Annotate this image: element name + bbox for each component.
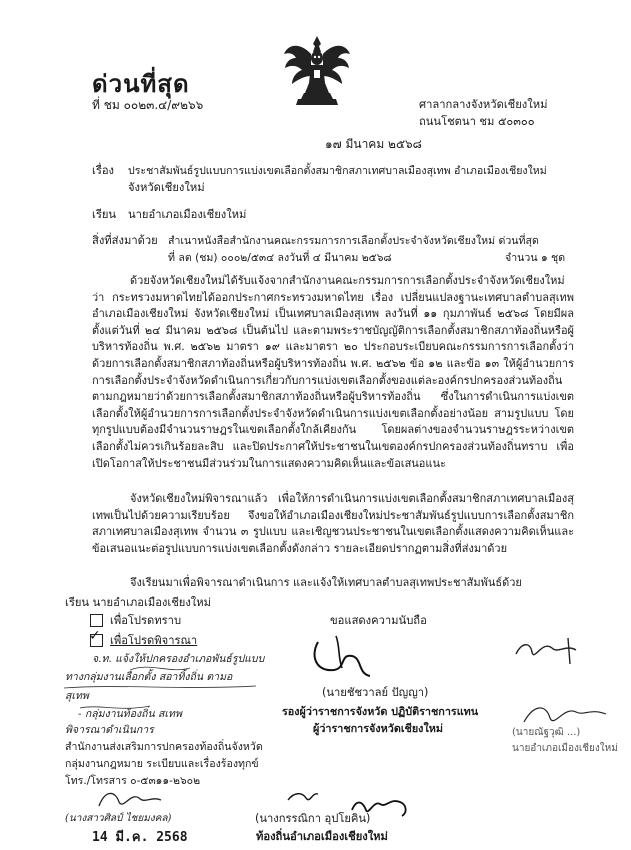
subject-line1: ประชาสัมพันธ์รูปแบบการแบ่งเขตเลือกตั้งสมาชิกสภาเทศบาลเมืองสุเทพ อำเภอเมืองเชียงใหม่	[128, 165, 547, 177]
handwriting-strokes	[60, 660, 260, 740]
sender-office-line1: ศาลากลางจังหวัดเชียงใหม่	[419, 98, 548, 111]
attachment-line1: สำเนาหนังสือสำนักงานคณะกรรมการการเลือกตั้งประจำจังหวัดเชียงใหม่ ด่วนที่สุด	[168, 235, 539, 247]
closing-regards: ขอแสดงความนับถือ	[330, 614, 427, 627]
bottom-left-signature	[95, 788, 165, 812]
footer-phone: โทร./โทรสาร ๐-๕๓๑๑-๒๖๐๒	[65, 775, 201, 787]
footer-office-2: กลุ่มงานกฎหมาย ระเบียบและเรื่องร้องทุกข์	[65, 758, 259, 770]
attachment-label: สิ่งที่ส่งมาด้วย	[92, 234, 158, 247]
urgency-title: ด่วนที่สุด	[92, 69, 190, 98]
body-paragraph-3: จึงเรียนมาเพื่อพิจารณาดำเนินการ และแจ้งให้เทศบาลตำบลสุเทพประชาสัมพันธ์ด้วย	[130, 576, 522, 589]
bottom-signer-name: (นางกรรณิกา อุปโยคิน)	[255, 812, 371, 825]
subject-label: เรื่อง	[92, 164, 115, 177]
signer-position-2: ผู้ว่าราชการจังหวัดเชียงใหม่	[313, 722, 443, 735]
handwritten-note-1: จ.ท. แจ้งให้ปกครองอำเภอพันธ์รูปแบบ	[92, 653, 265, 665]
footer-office-1: สำนักงานส่งเสริมการปกครองท้องถิ่นจังหวัด	[65, 741, 263, 753]
body-paragraph-2: จังหวัดเชียงใหม่พิจารณาแล้ว เพื่อให้การดำเนินการแบ่งเขตเลือกตั้งสมาชิกสภาเทศบาลเมืองสุเทพเป็นไปด้วยความเรียบร้อย จึงขอให้อำเภอเมืองเชียงใหม่ประชาสัมพันธ์รูปแบบการเลือกตั้งสมาชิกสภาเทศบาลเมืองสุเทพ จำนวน ๓ รูปแบบ และเชิญชวนประชาชนในเขตเลือกตั้งแสดงความคิดเห็นและข้อเสนอแนะต่อรูปแบบการแบ่งเขตเลือกตั้งดังกล่าว รายละเอียดปรากฏตามสิ่งที่ส่งมาด้วย	[92, 492, 574, 555]
bottom-left-name: (นางสาวศิลป์ ไชยมงคล)	[65, 813, 172, 824]
recipient-name: นายอำเภอเมืองเชียงใหม่	[128, 208, 247, 221]
signer-position-1: รองผู้ว่าราชการจังหวัด ปฏิบัติราชการแทน	[282, 705, 479, 718]
memo-salutation: เรียน นายอำเภอเมืองเชียงใหม่	[65, 596, 212, 609]
bottom-signer-position: ท้องถิ่นอำเภอเมืองเชียงใหม่	[256, 830, 388, 843]
right-margin-position: นายอำเภอเมืองเชียงใหม่	[512, 743, 618, 754]
handwritten-note-3: สุเทพ	[65, 690, 89, 702]
attachment-count: จำนวน ๑ ชุด	[505, 252, 566, 264]
letter-date: ๑๗ มีนาคม ๒๕๖๘	[325, 137, 422, 151]
attachment-line2: ที่ ลต (ชม) ๐๐๐๒/๕๓๔ ลงวันที่ ๔ มีนาคม ๒๕๖๘	[168, 252, 392, 264]
checkbox-for-information[interactable]	[90, 614, 103, 627]
checkmark-icon: ✓	[89, 628, 101, 644]
handwritten-note-4: - กลุ่มงานท้องถิ่น สเทพ	[78, 708, 182, 720]
right-margin-name: (นายณัฐวุฒิ ...)	[512, 727, 581, 738]
reference-number: ที่ ชม ๐๐๒๓.๔/๙๒๖๖	[92, 98, 204, 112]
received-date-stamp: 14 มี.ค. 2568	[92, 830, 188, 845]
recipient-label: เรียน	[92, 208, 117, 221]
signer-name: (นายชัชวาลย์ ปัญญา)	[322, 686, 429, 699]
handwritten-note-5: พิจารณาดำเนินการ	[65, 724, 154, 736]
option-for-information: เพื่อโปรดทราบ	[110, 614, 182, 627]
main-signature	[300, 632, 400, 682]
handwritten-note-2: ทางกลุ่มงานเลือกตั้ง สอาทิ้งถิ่น ตามอ	[65, 671, 233, 683]
sender-office-line2: ถนนโชตนา ชม ๕๐๓๐๐	[419, 115, 535, 128]
subject-line2: จังหวัดเชียงใหม่	[128, 181, 205, 194]
option-for-consideration: เพื่อโปรดพิจารณา	[110, 634, 198, 647]
body-paragraph-1: ด้วยจังหวัดเชียงใหม่ได้รับแจ้งจากสำนักงานคณะกรรมการการเลือกตั้งประจำจังหวัดเชียงใหม่ว่า กระทรวงมหาดไทยได้ออกประกาศกระทรวงมหาดไทย เรื่อง เปลี่ยนแปลงฐานะเทศบาลตำบลสุเทพ อำเภอเมืองเชียงใหม่ จังหวัดเชียงใหม่ เป็นเทศบาลเมืองสุเทพ ลงวันที่ ๑๑ กุมภาพันธ์ ๒๕๖๘ โดยมีผลตั้งแต่วันที่ ๒๔ มีนาคม ๒๕๖๘ เป็นต้นไป และตามพระราชบัญญัติการเลือกตั้งสมาชิกสภาท้องถิ่นหรือผู้บริหารท้องถิ่น พ.ศ. ๒๕๖๒ มาตรา ๑๙ และมาตรา ๒๐ ประกอบระเบียบคณะกรรมการการเลือกตั้งว่าด้วยการเลือกตั้งสมาชิกสภาท้องถิ่นหรือผู้บริหารท้องถิ่น พ.ศ. ๒๕๖๒ ข้อ ๑๒ และข้อ ๑๓ ให้ผู้อำนวยการการเลือกตั้งประจำจังหวัดดำเนินการเกี่ยวกับการแบ่งเขตเลือกตั้งของแต่ละองค์กรปกครองส่วนท้องถิ่นตามกฎหมายว่าด้วยการเลือกตั้งสมาชิกสภาท้องถิ่นหรือผู้บริหารท้องถิ่น ซึ่งในการดำเนินการแบ่งเขตเลือกตั้งให้ผู้อำนวยการการเลือกตั้งประจำจังหวัดดำเนินการแบ่งเขตเลือกตั้งอย่างน้อย สามรูปแบบ โดยทุกรูปแบบต้องมีจำนวนราษฎรในเขตเลือกตั้งใกล้เคียงกัน โดยผลต่างของจำนวนราษฎรระหว่างเขตเลือกตั้งไม่ควรเกินร้อยละสิบ และปิดประกาศให้ประชาชนในเขตองค์กรปกครองส่วนท้องถิ่นทราบ เพื่อเปิดโอกาสให้ประชาชนมีส่วนร่วมในการแสดงความคิดเห็นและข้อเสนอแนะ	[92, 274, 574, 470]
right-margin-scribble	[512, 634, 582, 674]
garuda-emblem-icon	[282, 32, 352, 112]
